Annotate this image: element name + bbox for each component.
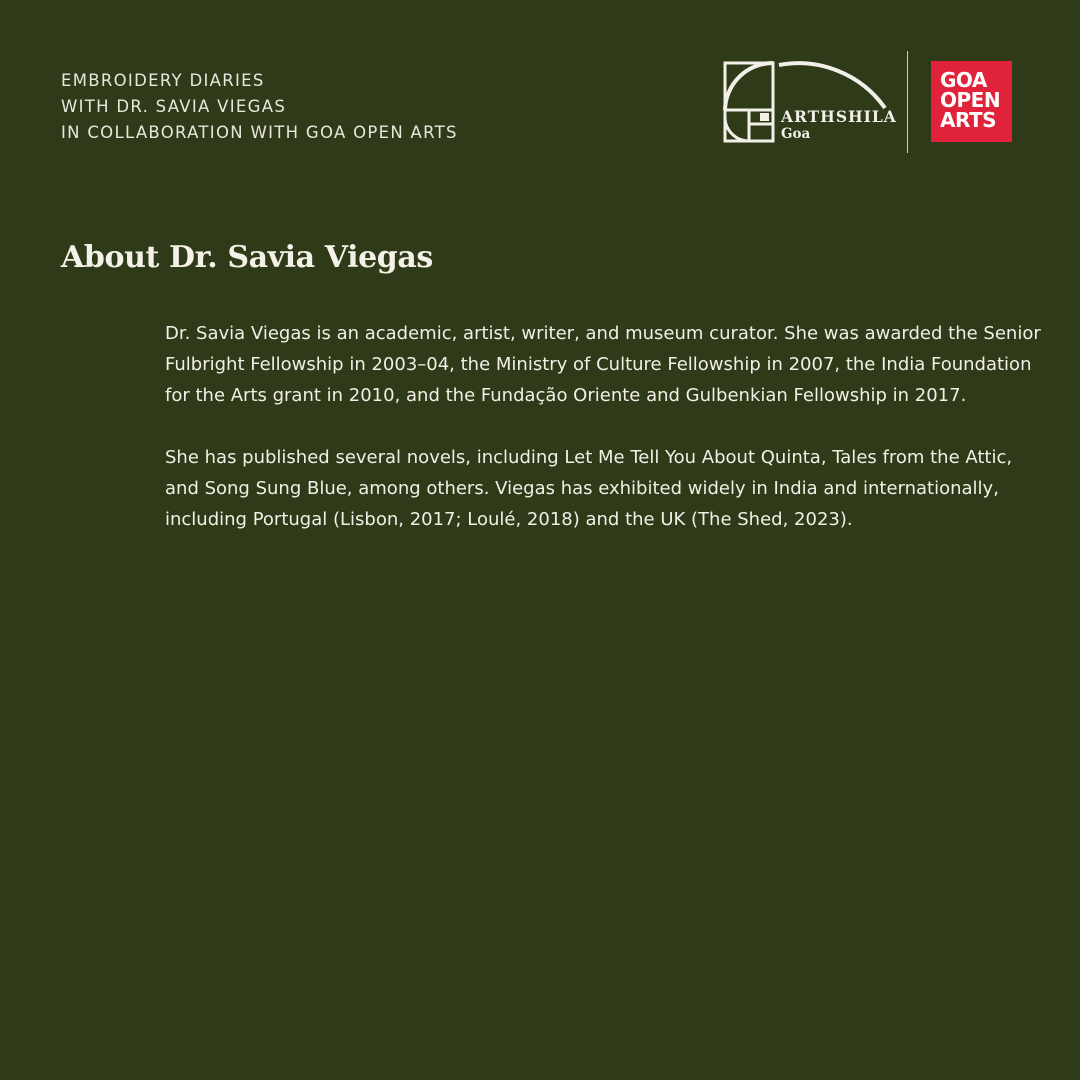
header-line-collaboration: IN COLLABORATION WITH GOA OPEN ARTS xyxy=(61,123,458,142)
goa-logo-line-arts: ARTS xyxy=(940,108,997,132)
bio-paragraph-awards: Dr. Savia Viegas is an academic, artist, writer, and museum curator. She was awarded the Senior Fulbright Fellowship in 2003–04, the Ministry of Culture Fellowship in 2007, the India Foundation for the Arts grant in 2010, and the Fundação Oriente and Gulbenkian Fellowship in 2017. xyxy=(165,323,1041,406)
arthshila-city: Goa xyxy=(781,126,811,142)
goa-open-arts-logo xyxy=(931,61,1012,142)
page-title: About Dr. Savia Viegas xyxy=(61,240,433,275)
arthshila-name: ARTHSHILA xyxy=(781,107,897,126)
arthshila-logo xyxy=(723,60,897,145)
series-header xyxy=(61,68,458,146)
header-line-series: EMBROIDERY DIARIES xyxy=(61,71,265,90)
bio-text xyxy=(165,318,1045,535)
header-line-host: WITH DR. SAVIA VIEGAS xyxy=(61,97,287,116)
goa-logo-line-open: OPEN xyxy=(940,88,1001,112)
goa-logo-line-goa: GOA xyxy=(940,68,987,92)
logo-divider xyxy=(907,51,908,153)
bio-paragraph-works: She has published several novels, including Let Me Tell You About Quinta, Tales from the Attic, and Song Sung Blue, among others. Viegas has exhibited widely in India and internationally, including Portugal (Lisbon, 2017; Loulé, 2018) and the UK (The Shed, 2023). xyxy=(165,447,1013,530)
